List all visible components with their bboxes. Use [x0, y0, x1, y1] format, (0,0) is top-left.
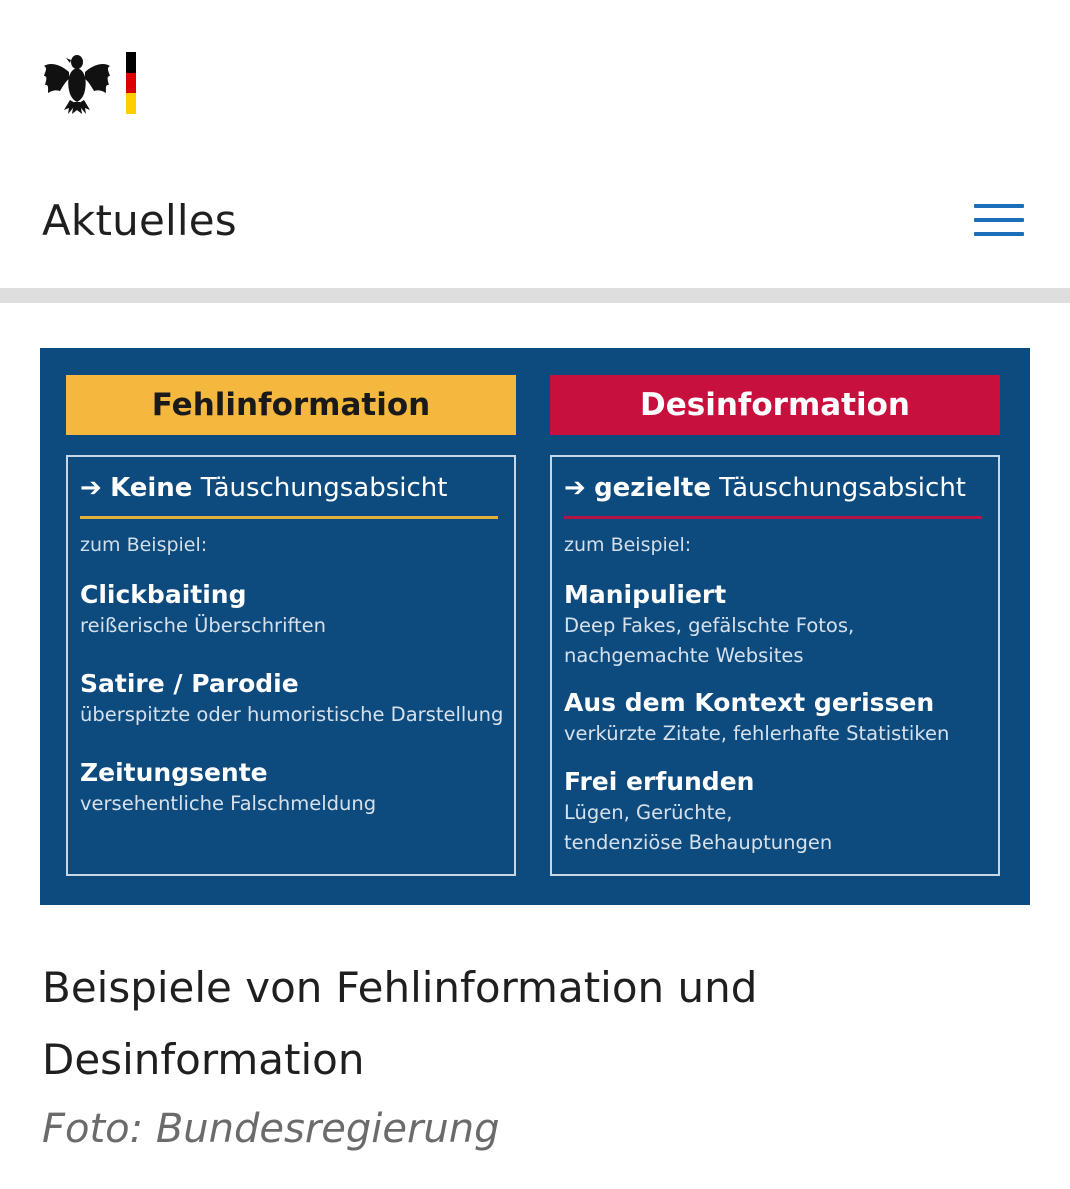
intent-rest: Täuschungsabsicht — [710, 473, 966, 503]
example-desc: versehentliche Falschmeldung — [80, 792, 377, 815]
german-flag-bar — [126, 52, 136, 114]
example-item — [80, 668, 510, 730]
fehlinformation-box — [66, 455, 516, 876]
hamburger-menu-icon[interactable] — [974, 204, 1026, 240]
federal-logo[interactable] — [42, 50, 142, 116]
intent-rest: Täuschungsabsicht — [192, 473, 448, 503]
example-desc: Deep Fakes, gefälschte Fotos, nachgemachte Websites — [564, 614, 855, 667]
example-title: Satire / Parodie — [80, 669, 299, 698]
example-item — [564, 687, 994, 749]
intent-line-text — [80, 473, 447, 503]
example-title: Zeitungsente — [80, 758, 268, 787]
example-desc: Lügen, Gerüchte, tendenziöse Behauptungen — [564, 801, 833, 854]
example-title: Frei erfunden — [564, 767, 755, 796]
example-label: zum Beispiel: — [564, 534, 692, 556]
example-title: Aus dem Kontext gerissen — [564, 688, 935, 717]
image-caption: Beispiele von Fehlinformation und Desinformation — [42, 963, 758, 1084]
example-item — [564, 579, 994, 671]
example-title: Manipuliert — [564, 580, 727, 609]
example-item — [80, 579, 510, 641]
heading-fehlinformation: Fehlinformation — [66, 375, 516, 435]
intent-underline — [564, 516, 982, 519]
divider — [0, 288, 1070, 303]
infographic — [40, 348, 1030, 905]
example-item — [80, 757, 510, 819]
photo-credit: Foto: Bundesregierung — [42, 1106, 500, 1152]
intent-underline — [80, 516, 498, 519]
intent-line-text — [564, 473, 966, 503]
desinformation-box — [550, 455, 1000, 876]
example-desc: reißerische Überschriften — [80, 614, 327, 637]
arrow-right-icon: ➔ — [80, 473, 111, 503]
arrow-right-icon: ➔ — [564, 473, 595, 503]
example-desc: überspitzte oder humoristische Darstellung — [80, 703, 504, 726]
example-item — [564, 766, 994, 858]
example-title: Clickbaiting — [80, 580, 247, 609]
heading-desinformation: Desinformation — [550, 375, 1000, 435]
example-label: zum Beispiel: — [80, 534, 208, 556]
federal-eagle-icon — [42, 50, 112, 116]
section-title: Aktuelles — [42, 196, 237, 245]
example-desc: verkürzte Zitate, fehlerhafte Statistiken — [564, 722, 950, 745]
intent-bold: gezielte — [594, 473, 711, 503]
intent-bold: Keine — [110, 473, 193, 503]
